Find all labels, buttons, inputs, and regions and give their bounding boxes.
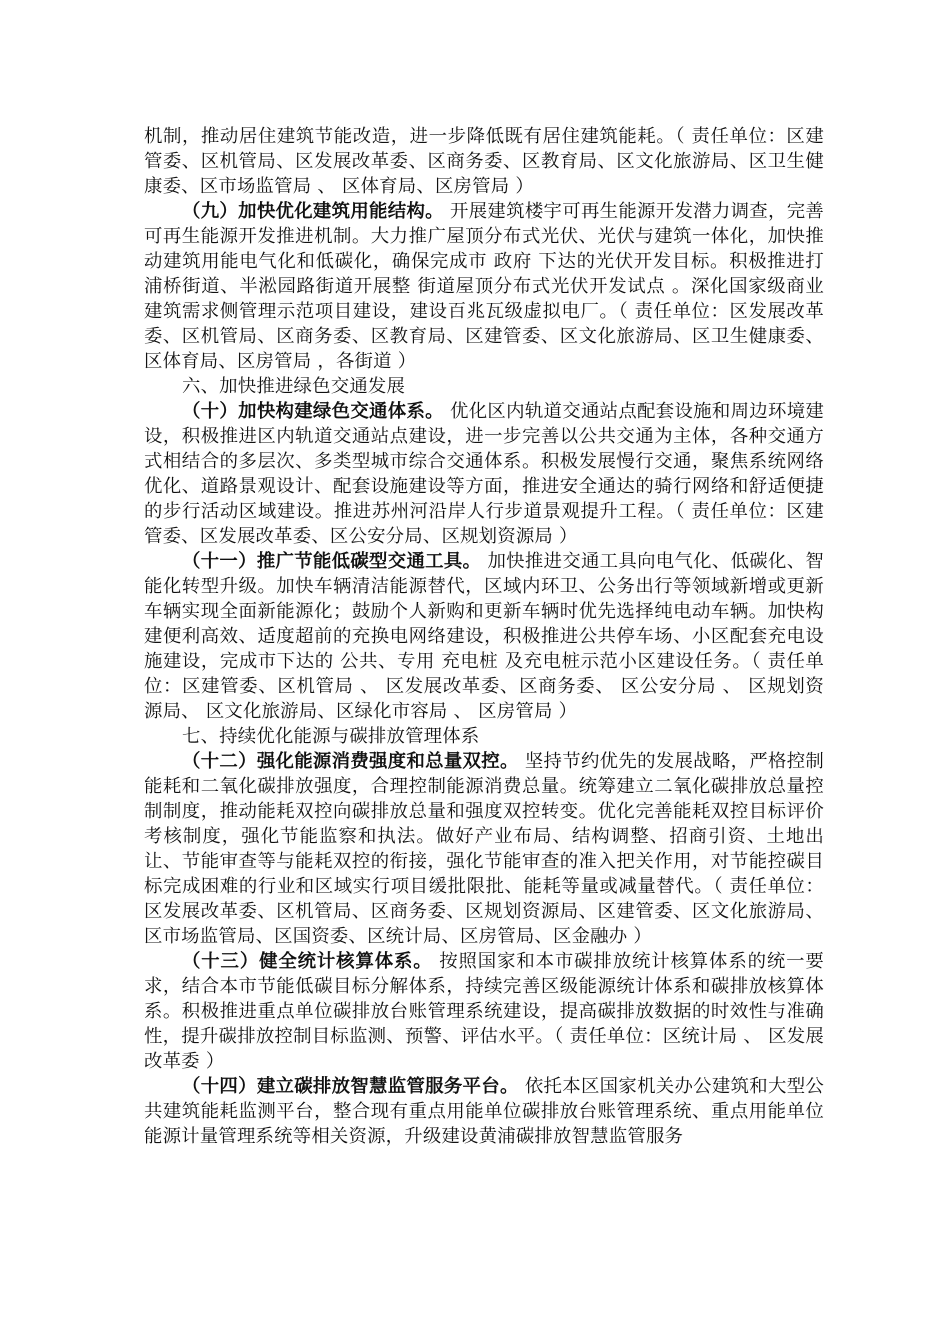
item-title: （九）加快优化建筑用能结构。: [182, 201, 444, 222]
document-page: [144, 124, 824, 1149]
paragraph-body: 按照国家和本市碳排放统计核算体系的统一要求，结合本市节能低碳目标分解体系，持续完善区级能源统计体系和碳排放核算体系。积极推进重点单位碳排放台账管理系统建设，提高碳排放数据的时效性与准确性，提升碳排放控制目标监测、预警、评估水平。（ 责任单位：区统计局 、 区发展改革委 ）: [144, 951, 824, 1072]
item-title: （十一）推广节能低碳型交通工具。: [182, 551, 482, 572]
item-title: （十四）建立碳排放智慧监管服务平台。: [182, 1076, 519, 1097]
paragraph-body: 优化区内轨道交通站点配套设施和周边环境建设，积极推进区内轨道交通站点建设，进一步完善以公共交通为主体，各种交通方式相结合的多层次、多类型城市综合交通体系。积极发展慢行交通，聚焦系统网络优化、道路景观设计、配套设施建设等方面，推进安全通达的骑行网络和舒适便捷的步行活动区域建设。推进苏州河沿岸人行步道景观提升工程。（ 责任单位：区建管委、区发展改革委、区公安分局、区规划资源局 ）: [144, 401, 824, 547]
paragraph-body: 机制，推动居住建筑节能改造，进一步降低既有居住建筑能耗。（ 责任单位：区建管委、区机管局、区发展改革委、区商务委、区教育局、区文化旅游局、区卫生健康委、区市场监管局 、 区体育局、区房管局 ）: [144, 126, 824, 197]
paragraph-item-13: [144, 949, 824, 1074]
item-title: （十三）健全统计核算体系。: [182, 951, 433, 972]
section-heading-6: 六、加快推进绿色交通发展: [182, 376, 406, 397]
paragraph-body: 加快推进交通工具向电气化、低碳化、智能化转型升级。加快车辆清洁能源替代，区域内环卫、公务出行等领域新增或更新车辆实现全面新能源化；鼓励个人新购和更新车辆时优先选择纯电动车辆。加快构建便利高效、适度超前的充换电网络建设，积极推进公共停车场、小区配套充电设施建设，完成市下达的 公共、专用 充电桩 及充电桩示范小区建设任务。（ 责任单位：区建管委、区机管局 、 区发展改革委、区商务委、 区公安分局 、 区规划资源局、 区文化旅游局、区绿化市容局 、 区房管局 ）: [144, 551, 825, 722]
section-heading-7: 七、持续优化能源与碳排放管理体系: [182, 726, 480, 747]
paragraph-body: 开展建筑楼宇可再生能源开发潜力调查，完善可再生能源开发推进机制。大力推广屋顶分布式光伏、光伏与建筑一体化，加快推动建筑用能电气化和低碳化，确保完成市 政府 下达的光伏开发目标。积极推进打浦桥街道、半淞园路街道开展整 街道屋顶分布式光伏开发试点 。深化国家级商业建筑需求侧管理示范项目建设，建设百兆瓦级虚拟电厂。（ 责任单位：区发展改革委、区机管局、区商务委、区教育局、区建管委、区文化旅游局、区卫生健康委、区体育局、区房管局 ，各街道 ）: [144, 201, 824, 372]
paragraph-item-12: [144, 749, 824, 949]
paragraph-item-9: [144, 199, 824, 374]
item-title: （十二）强化能源消费强度和总量双控。: [182, 751, 519, 772]
item-title: （十）加快构建绿色交通体系。: [182, 401, 444, 422]
paragraph-item-10: [144, 399, 824, 549]
paragraph-item-14: [144, 1074, 824, 1149]
paragraph-body: 依托本区国家机关办公建筑和大型公共建筑能耗监测平台，整合现有重点用能单位碳排放台账管理系统、重点用能单位能源计量管理系统等相关资源，升级建设黄浦碳排放智慧监管服务: [144, 1076, 824, 1147]
paragraph-continuation: [144, 124, 824, 199]
paragraph-item-11: [144, 549, 824, 724]
paragraph-body: 坚持节约优先的发展战略，严格控制能耗和二氧化碳排放强度，合理控制能源消费总量。统筹建立二氧化碳排放总量控制制度，推动能耗双控向碳排放总量和强度双控转变。优化完善能耗双控目标评价考核制度，强化节能监察和执法。做好产业布局、结构调整、招商引资、土地出让、节能审查等与能耗双控的衔接，强化节能审查的准入把关作用，对节能控碳目标完成困难的行业和区域实行项目缓批限批、能耗等量或减量替代。（ 责任单位： 区发展改革委、区机管局、区商务委、区规划资源局、区建管委、区文化旅游局、区市场监管局、区国资委、区统计局、区房管局、区金融办 ）: [144, 751, 824, 947]
